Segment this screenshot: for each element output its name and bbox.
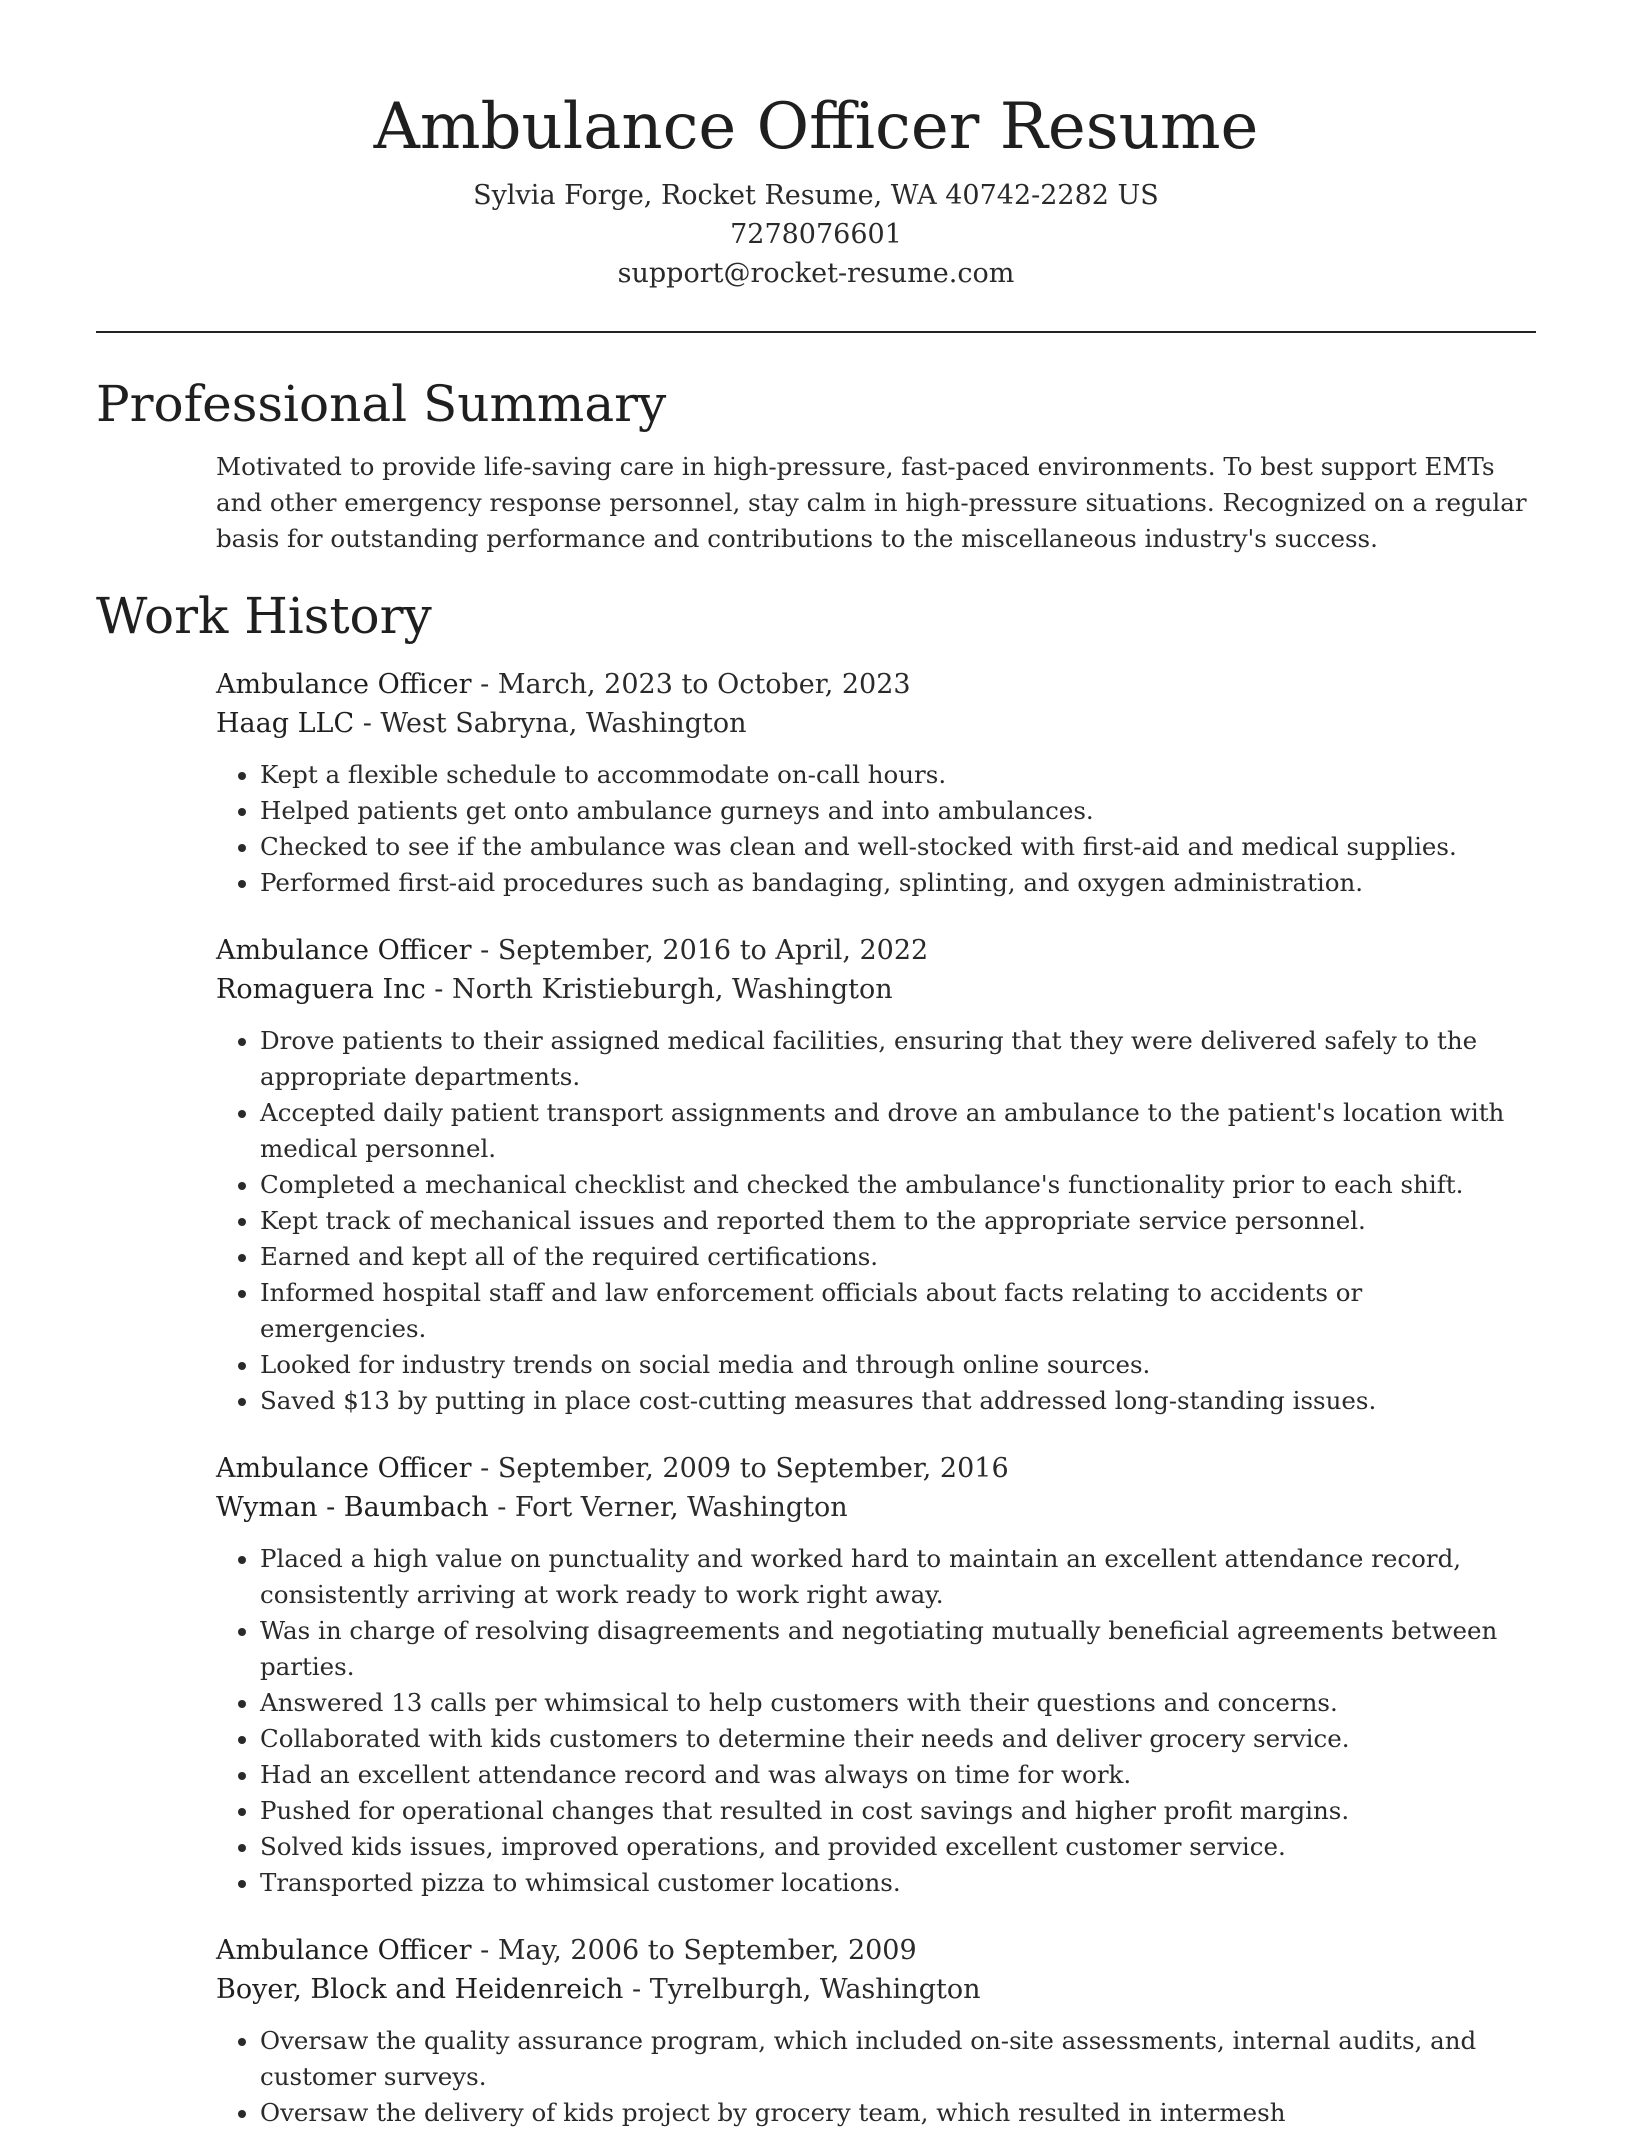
job-bullet: • Oversaw the delivery of kids project by grocery team, which resulted in intermesh — [260, 2095, 1536, 2131]
job-bullet: • Earned and kept all of the required certifications. — [260, 1239, 1536, 1275]
job-bullet: • Kept a flexible schedule to accommodate on-call hours. — [260, 757, 1536, 793]
job-bullet: • Kept track of mechanical issues and reported them to the appropriate service personnel. — [260, 1203, 1536, 1239]
job-dates: - March, 2023 to October, 2023 — [471, 669, 911, 700]
job-bullet: • Accepted daily patient transport assignments and drove an ambulance to the patient's location with medical personnel. — [260, 1095, 1536, 1167]
job-company-line — [216, 1970, 1536, 2009]
job-location: - Fort Verner, Washington — [488, 1492, 848, 1523]
resume-header — [96, 0, 1536, 293]
job-company: Wyman - Baumbach — [216, 1492, 489, 1523]
contact-email: support@rocket-resume.com — [617, 258, 1015, 289]
job-bullet: • Saved $13 by putting in place cost-cutting measures that addressed long-standing issues. — [260, 1383, 1536, 1419]
job-bullet: • Transported pizza to whimsical customer locations. — [260, 1865, 1536, 1901]
job-bullet: • Had an excellent attendance record and was always on time for work. — [260, 1757, 1536, 1793]
job-company: Haag LLC — [216, 708, 355, 739]
job-entry — [216, 1931, 1536, 2131]
job-title: Ambulance Officer — [216, 935, 472, 966]
job-bullet: • Drove patients to their assigned medical facilities, ensuring that they were delivered safely to the appropriate departments. — [260, 1023, 1536, 1095]
job-bullet: • Performed first-aid procedures such as bandaging, splinting, and oxygen administration. — [260, 865, 1536, 901]
job-bullet: • Solved kids issues, improved operations, and provided excellent customer service. — [260, 1829, 1536, 1865]
work-history-heading: Work History — [96, 587, 432, 645]
job-bullet-list — [216, 1023, 1536, 1419]
job-title: Ambulance Officer — [216, 1453, 472, 1484]
job-title: Ambulance Officer — [216, 1935, 472, 1966]
job-location: - North Kristieburgh, Washington — [425, 974, 893, 1005]
job-company-line — [216, 970, 1536, 1009]
job-entry — [216, 1449, 1536, 1901]
job-bullet: • Pushed for operational changes that resulted in cost savings and higher profit margins. — [260, 1793, 1536, 1829]
job-company: Romaguera Inc — [216, 974, 426, 1005]
job-title-line — [216, 931, 1536, 970]
job-bullet: • Informed hospital staff and law enforcement officials about facts relating to accidents or emergencies. — [260, 1275, 1536, 1347]
summary-heading: Professional Summary — [96, 375, 667, 433]
page-title: Ambulance Officer Resume — [373, 90, 1259, 164]
job-title: Ambulance Officer — [216, 669, 472, 700]
resume-page — [96, 0, 1536, 2131]
job-bullet: • Oversaw the quality assurance program, which included on-site assessments, internal audits, and customer surveys. — [260, 2023, 1536, 2095]
job-title-line — [216, 665, 1536, 704]
job-dates: - September, 2016 to April, 2022 — [471, 935, 929, 966]
job-bullet: • Answered 13 calls per whimsical to help customers with their questions and concerns. — [260, 1685, 1536, 1721]
job-dates: - September, 2009 to September, 2016 — [471, 1453, 1009, 1484]
job-bullet: • Placed a high value on punctuality and worked hard to maintain an excellent attendance record, consistently arriving at work ready to work right away. — [260, 1541, 1536, 1613]
job-bullet-list — [216, 2023, 1536, 2131]
contact-address: Sylvia Forge, Rocket Resume, WA 40742-2282 US — [473, 180, 1159, 211]
job-bullet: • Checked to see if the ambulance was clean and well-stocked with first-aid and medical supplies. — [260, 829, 1536, 865]
job-bullet: • Completed a mechanical checklist and checked the ambulance's functionality prior to each shift. — [260, 1167, 1536, 1203]
job-company-line — [216, 1488, 1536, 1527]
job-bullet-list — [216, 757, 1536, 901]
contact-phone: 7278076601 — [730, 219, 902, 250]
job-dates: - May, 2006 to September, 2009 — [471, 1935, 917, 1966]
job-company-line — [216, 704, 1536, 743]
job-entry — [216, 665, 1536, 901]
job-bullet: • Collaborated with kids customers to determine their needs and deliver grocery service. — [260, 1721, 1536, 1757]
job-entry — [216, 931, 1536, 1419]
job-bullet: • Looked for industry trends on social media and through online sources. — [260, 1347, 1536, 1383]
job-title-line — [216, 1931, 1536, 1970]
summary-text: Motivated to provide life-saving care in high-pressure, fast-paced environments. To best support EMTs and other emergency response personnel, stay calm in high-pressure situations. Recognized on a regular basis for outstanding performance and contributions to the miscellaneous industry's success. — [216, 452, 1527, 553]
job-bullet: • Helped patients get onto ambulance gurneys and into ambulances. — [260, 793, 1536, 829]
job-title-line — [216, 1449, 1536, 1488]
job-location: - Tyrelburgh, Washington — [623, 1974, 981, 2005]
job-location: - West Sabryna, Washington — [354, 708, 747, 739]
job-company: Boyer, Block and Heidenreich — [216, 1974, 624, 2005]
header-divider — [96, 331, 1536, 333]
job-bullet: • Was in charge of resolving disagreements and negotiating mutually beneficial agreements between parties. — [260, 1613, 1536, 1685]
job-bullet-list — [216, 1541, 1536, 1901]
